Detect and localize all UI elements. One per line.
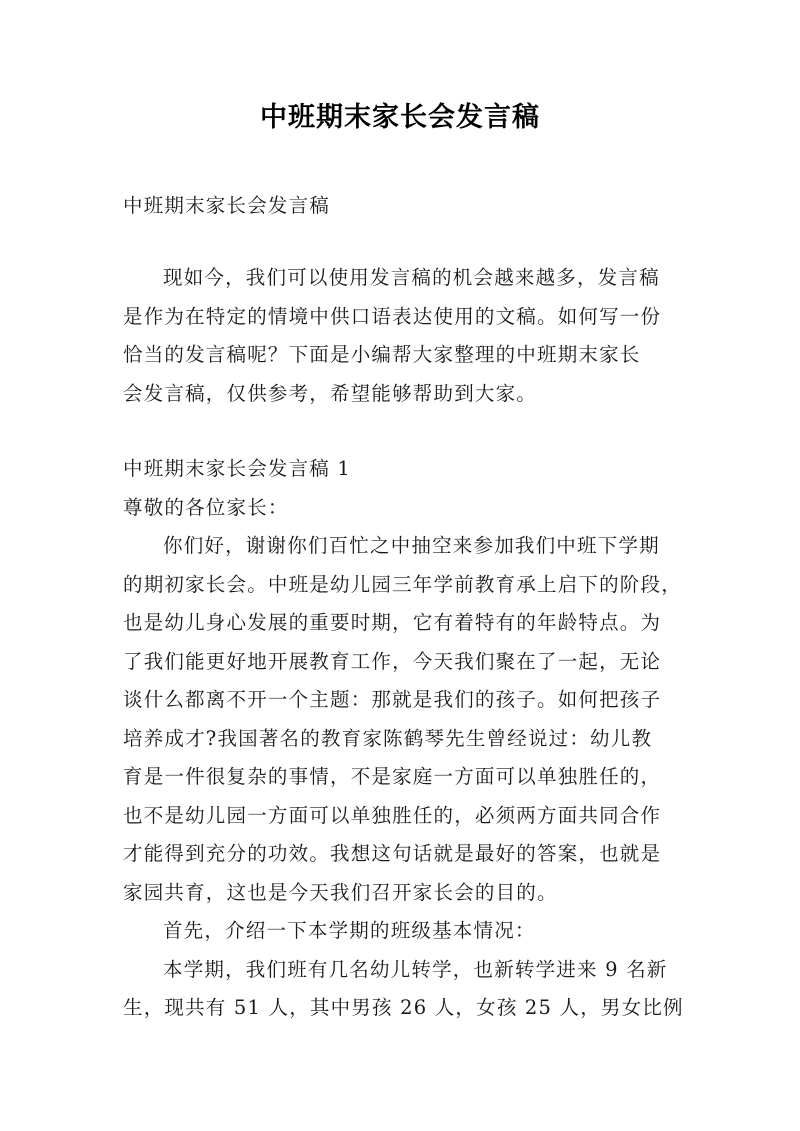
document-title: 中班期末家长会发言稿	[260, 102, 540, 133]
paragraph-line: 也不是幼儿园一方面可以单独胜任的，必须两方面共同合作	[123, 803, 662, 827]
section-heading: 中班期末家长会发言稿 1	[123, 457, 352, 480]
main-section	[123, 450, 683, 1028]
paragraph-line: 恰当的发言稿呢？下面是小编帮大家整理的中班期末家长	[123, 343, 641, 366]
paragraph-line: 才能得到充分的功效。我想这句话就是最好的答案，也就是	[123, 842, 662, 865]
paragraph-line: 生，现共有 51 人，其中男孩 26 人，女孩 25 人，男女比例	[123, 996, 684, 1019]
paragraph-line: 是作为在特定的情境中供口语表达使用的文稿。如何写一份	[123, 304, 662, 328]
paragraph-line: 你们好，谢谢你们百忙之中抽空来参加我们中班下学期	[163, 534, 660, 557]
paragraph-line: 育是一件很复杂的事情，不是家庭一方面可以单独胜任的，	[123, 765, 662, 788]
paragraph-line: 培养成才?我国著名的教育家陈鹤琴先生曾经说过：幼儿教	[123, 726, 653, 750]
paragraph-line: 首先，介绍一下本学期的班级基本情况：	[163, 919, 536, 942]
document-subtitle	[123, 187, 683, 226]
paragraph-line: 的期初家长会。中班是幼儿园三年学前教育承上启下的阶段，	[123, 572, 682, 596]
paragraph-line: 谈什么都离不开一个主题：那就是我们的孩子。如何把孩子	[123, 688, 662, 711]
subtitle-line: 中班期末家长会发言稿	[123, 194, 331, 217]
paragraph-line: 本学期，我们班有几名幼儿转学，也新转学进来 9 名新	[163, 957, 668, 981]
intro-paragraph	[123, 259, 683, 413]
paragraph-line: 会发言稿，仅供参考，希望能够帮助到大家。	[123, 381, 538, 405]
paragraph-line: 家园共育，这也是今天我们召开家长会的目的。	[123, 880, 558, 904]
salutation: 尊敬的各位家长：	[123, 495, 289, 519]
paragraph-line: 了我们能更好地开展教育工作，今天我们聚在了一起，无论	[123, 649, 662, 673]
paragraph-line: 也是幼儿身心发展的重要时期，它有着特有的年龄特点。为	[123, 611, 662, 634]
paragraph-line: 现如今，我们可以使用发言稿的机会越来越多，发言稿	[163, 266, 660, 289]
